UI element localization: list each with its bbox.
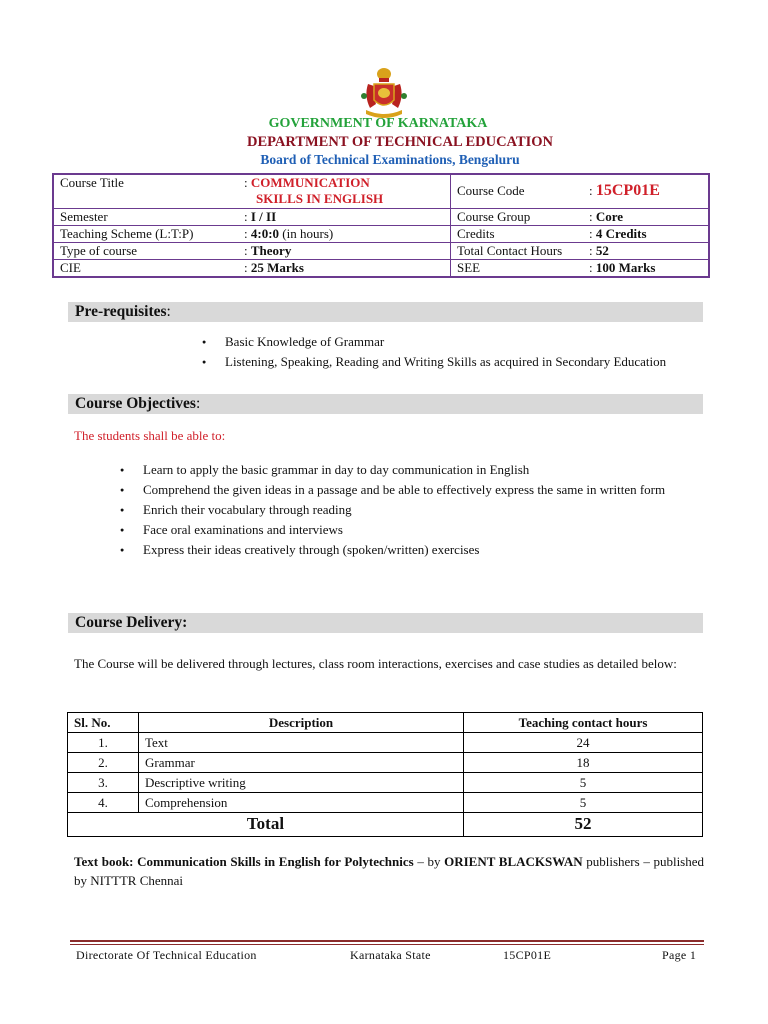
footer-code: 15CP01E bbox=[503, 948, 552, 962]
karnataka-emblem-icon bbox=[358, 66, 410, 120]
teaching-scheme-label: Teaching Scheme (L:T:P) bbox=[53, 225, 238, 242]
total-contact-hours-value: : 52 bbox=[583, 242, 709, 259]
delivery-intro: The Course will be delivered through lectures, class room interactions, exercises and case studies as detailed below: bbox=[74, 656, 677, 671]
teaching-scheme-value: : 4:0:0 (in hours) bbox=[238, 225, 451, 242]
list-item: ● Comprehend the given ideas in a passage and be able to effectively express the same in written form bbox=[116, 480, 696, 500]
semester-label: Semester bbox=[53, 208, 238, 225]
objectives-list bbox=[116, 460, 696, 560]
course-title-value: : COMMUNICATION SKILLS IN ENGLISH bbox=[238, 174, 451, 208]
list-item: ● Basic Knowledge of Grammar bbox=[198, 332, 698, 352]
total-row bbox=[68, 813, 703, 837]
footer-rule bbox=[70, 944, 704, 945]
footer-state: Karnataka State bbox=[350, 948, 431, 962]
cie-value: : 25 Marks bbox=[238, 259, 451, 277]
col-teaching-hours: Teaching contact hours bbox=[464, 713, 703, 733]
textbook-note: Text book: Communication Skills in English for Polytechnics – by ORIENT BLACKSWAN publishers – published by NITTTR Chennai bbox=[74, 854, 705, 888]
department-heading: DEPARTMENT OF TECHNICAL EDUCATION bbox=[246, 134, 554, 150]
prerequisites-heading: Pre-requisites: bbox=[68, 302, 703, 322]
cie-label: CIE bbox=[53, 259, 238, 277]
table-header-row bbox=[68, 713, 703, 733]
list-item: ● Enrich their vocabulary through reading bbox=[116, 500, 696, 520]
footer-directorate: Directorate Of Technical Education bbox=[76, 948, 257, 962]
col-description: Description bbox=[139, 713, 464, 733]
prerequisites-list bbox=[198, 332, 698, 372]
government-heading: GOVERNMENT OF KARNATAKA bbox=[268, 116, 488, 131]
course-group-value: : Core bbox=[583, 208, 709, 225]
type-of-course-value: : Theory bbox=[238, 242, 451, 259]
delivery-table bbox=[67, 712, 703, 837]
list-item: ● Face oral examinations and interviews bbox=[116, 520, 696, 540]
see-value: : 100 Marks bbox=[583, 259, 709, 277]
course-title-label: Course Title bbox=[53, 174, 238, 208]
credits-value: : 4 Credits bbox=[583, 225, 709, 242]
table-row: 4. Comprehension 5 bbox=[68, 793, 703, 813]
footer-page-number: Page 1 bbox=[662, 948, 697, 962]
list-item: ● Learn to apply the basic grammar in day to day communication in English bbox=[116, 460, 696, 480]
semester-value: : I / II bbox=[238, 208, 451, 225]
board-heading: Board of Technical Examinations, Bengaluru bbox=[260, 152, 520, 167]
see-label: SEE bbox=[451, 259, 584, 277]
table-row: 2. Grammar 18 bbox=[68, 753, 703, 773]
footer-rule bbox=[70, 940, 704, 942]
col-sl-no: Sl. No. bbox=[68, 713, 139, 733]
type-of-course-label: Type of course bbox=[53, 242, 238, 259]
course-group-label: Course Group bbox=[451, 208, 584, 225]
table-row: 1. Text 24 bbox=[68, 733, 703, 753]
delivery-heading: Course Delivery: bbox=[68, 613, 703, 633]
objectives-intro: The students shall be able to: bbox=[74, 428, 226, 443]
course-code-value: : 15CP01E bbox=[583, 174, 709, 208]
course-code-label: Course Code bbox=[451, 174, 584, 208]
total-contact-hours-label: Total Contact Hours bbox=[451, 242, 584, 259]
objectives-heading: Course Objectives: bbox=[68, 394, 703, 414]
total-value: 52 bbox=[464, 813, 703, 837]
credits-label: Credits bbox=[451, 225, 584, 242]
total-label: Total bbox=[68, 813, 464, 837]
course-info-table bbox=[52, 173, 710, 278]
list-item: ● Express their ideas creatively through (spoken/written) exercises bbox=[116, 540, 696, 560]
table-row: 3. Descriptive writing 5 bbox=[68, 773, 703, 793]
list-item: ● Listening, Speaking, Reading and Writing Skills as acquired in Secondary Education bbox=[198, 352, 698, 372]
